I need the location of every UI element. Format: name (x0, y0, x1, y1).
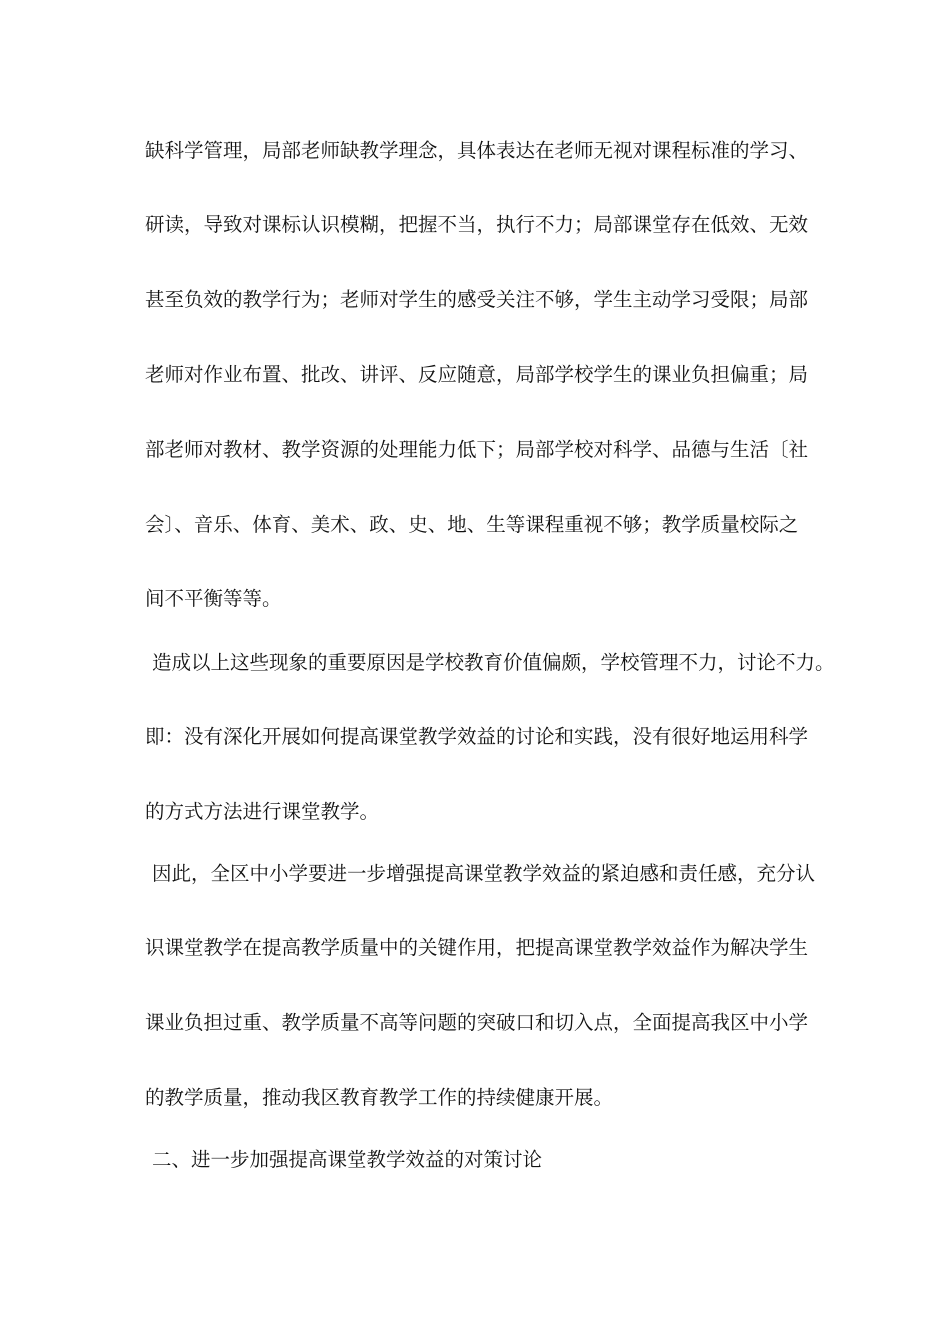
paragraph-1-line-4: 老师对作业布置、批改、讲评、反应随意，局部学校学生的课业负担偏重；局 (145, 363, 809, 386)
paragraph-3-line-4: 的教学质量，推动我区教育教学工作的持续健康开展。 (145, 1086, 614, 1109)
paragraph-3-line-1: 因此，全区中小学要进一步增强提高课堂教学效益的紧迫感和责任感，充分认 (152, 862, 816, 885)
paragraph-2-line-1: 造成以上这些现象的重要原因是学校教育价值偏颇，学校管理不力，讨论不力。 (152, 651, 835, 674)
paragraph-1-line-3: 甚至负效的教学行为；老师对学生的感受关注不够，学生主动学习受限；局部 (145, 288, 809, 311)
paragraph-3-line-2: 识课堂教学在提高教学质量中的关键作用，把提高课堂教学效益作为解决学生 (145, 936, 809, 959)
section-heading: 二、进一步加强提高课堂教学效益的对策讨论 (152, 1148, 543, 1171)
paragraph-1-line-5: 部老师对教材、教学资源的处理能力低下；局部学校对科学、品德与生活〔社 (145, 438, 809, 461)
paragraph-1-line-2: 研读，导致对课标认识模糊，把握不当，执行不力；局部课堂存在低效、无效 (145, 213, 809, 236)
paragraph-3-line-3: 课业负担过重、教学质量不高等问题的突破口和切入点，全面提高我区中小学 (145, 1011, 809, 1034)
paragraph-1-line-7: 间不平衡等等。 (145, 587, 282, 610)
paragraph-2-line-2: 即：没有深化开展如何提高课堂教学效益的讨论和实践，没有很好地运用科学 (145, 725, 809, 748)
paragraph-2-line-3: 的方式方法进行课堂教学。 (145, 800, 380, 823)
paragraph-1-line-6: 会〕、音乐、体育、美术、政、史、地、生等课程重视不够；教学质量校际之 (145, 513, 799, 536)
paragraph-1-line-1: 缺科学管理，局部老师缺教学理念，具体表达在老师无视对课程标准的学习、 (145, 139, 809, 162)
